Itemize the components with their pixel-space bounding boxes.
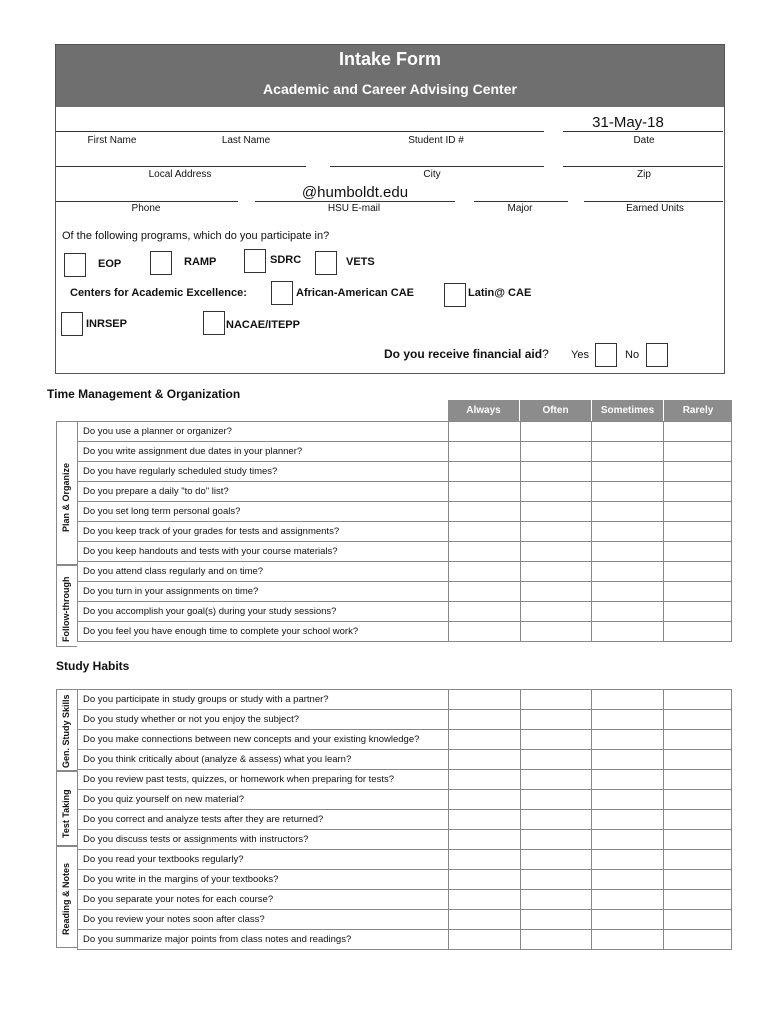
question-text: Do you attend class regularly and on time? — [78, 562, 449, 582]
table-row — [78, 602, 732, 622]
often-cell[interactable] — [520, 810, 592, 830]
often-cell[interactable] — [520, 602, 592, 622]
question-text: Do you keep handouts and tests with your course materials? — [78, 542, 449, 562]
plan-organize-group — [56, 421, 77, 565]
always-cell[interactable] — [448, 522, 520, 542]
question-text: Do you participate in study groups or study with a partner? — [78, 690, 449, 710]
sometimes-cell[interactable] — [592, 750, 664, 770]
often-cell[interactable] — [520, 910, 592, 930]
table-row — [78, 710, 732, 730]
sometimes-cell[interactable] — [592, 870, 664, 890]
form-title: Intake Form — [338, 49, 442, 69]
form-header — [56, 45, 724, 107]
always-cell[interactable] — [448, 850, 520, 870]
sometimes-cell[interactable] — [592, 482, 664, 502]
often-cell[interactable] — [520, 482, 592, 502]
table-row — [78, 890, 732, 910]
sometimes-cell[interactable] — [592, 710, 664, 730]
local-address-label: Local Address — [148, 169, 212, 180]
sometimes-cell[interactable] — [592, 770, 664, 790]
sometimes-cell[interactable] — [592, 830, 664, 850]
latin-cae-checkbox[interactable] — [444, 283, 466, 307]
often-cell[interactable] — [520, 730, 592, 750]
often-cell[interactable] — [520, 750, 592, 770]
sometimes-cell[interactable] — [592, 542, 664, 562]
rarely-cell[interactable] — [664, 502, 732, 522]
financial-aid-question: Do you receive financial aid? — [384, 347, 549, 361]
table-row — [78, 562, 732, 582]
vets-label: VETS — [346, 256, 375, 268]
rarely-cell[interactable] — [664, 870, 732, 890]
rarely-cell[interactable] — [664, 542, 732, 562]
eop-checkbox[interactable] — [64, 253, 86, 277]
sometimes-cell[interactable] — [592, 602, 664, 622]
sometimes-cell[interactable] — [592, 562, 664, 582]
table-row — [78, 422, 732, 442]
sometimes-cell[interactable] — [592, 810, 664, 830]
rarely-cell[interactable] — [664, 582, 732, 602]
question-text: Do you correct and analyze tests after they are returned? — [78, 810, 449, 830]
sometimes-cell[interactable] — [592, 730, 664, 750]
rarely-cell[interactable] — [664, 910, 732, 930]
table-row — [78, 930, 732, 950]
sdrc-label: SDRC — [270, 254, 302, 266]
rarely-cell[interactable] — [664, 602, 732, 622]
reading-notes-group — [56, 846, 77, 948]
question-text: Do you study whether or not you enjoy the subject? — [78, 710, 449, 730]
zip-line[interactable] — [563, 166, 723, 167]
question-text: Do you turn in your assignments on time? — [78, 582, 449, 602]
question-text: Do you make connections between new concepts and your existing knowledge? — [78, 730, 449, 750]
student-id-line[interactable] — [330, 131, 544, 132]
phone-line[interactable] — [56, 201, 238, 202]
sometimes-cell[interactable] — [592, 582, 664, 602]
table-row — [78, 622, 732, 642]
inrsep-checkbox[interactable] — [61, 312, 83, 336]
table-row — [78, 730, 732, 750]
gen-study-skills-label: Gen. Study Skills — [61, 694, 71, 768]
always-cell[interactable] — [448, 690, 520, 710]
sometimes-cell[interactable] — [592, 422, 664, 442]
always-cell[interactable] — [448, 482, 520, 502]
study-habits-title: Study Habits — [56, 659, 130, 673]
email-value[interactable]: @humboldt.edu — [301, 184, 409, 201]
name-line[interactable] — [56, 131, 334, 132]
zip-label: Zip — [637, 169, 651, 180]
yes-checkbox[interactable] — [595, 343, 617, 367]
reading-notes-label: Reading & Notes — [61, 862, 71, 935]
often-cell[interactable] — [520, 502, 592, 522]
often-cell[interactable] — [520, 850, 592, 870]
always-cell[interactable] — [448, 870, 520, 890]
question-text: Do you keep track of your grades for tests and assignments? — [78, 522, 449, 542]
sometimes-cell[interactable] — [592, 622, 664, 642]
always-cell[interactable] — [448, 442, 520, 462]
vets-checkbox[interactable] — [315, 251, 337, 275]
often-cell[interactable] — [520, 870, 592, 890]
sometimes-cell[interactable] — [592, 790, 664, 810]
gen-study-skills-group — [56, 689, 77, 771]
sdrc-checkbox[interactable] — [244, 249, 266, 273]
nacae-itepp-checkbox[interactable] — [203, 311, 225, 335]
sometimes-cell[interactable] — [592, 690, 664, 710]
city-label: City — [423, 169, 441, 180]
always-cell[interactable] — [448, 502, 520, 522]
always-cell[interactable] — [448, 890, 520, 910]
table-row — [78, 790, 732, 810]
test-taking-group — [56, 771, 77, 846]
often-cell[interactable] — [520, 622, 592, 642]
sometimes-cell[interactable] — [592, 502, 664, 522]
table-row — [78, 542, 732, 562]
often-cell[interactable] — [520, 522, 592, 542]
question-text: Do you feel you have enough time to complete your school work? — [78, 622, 449, 642]
ramp-label: RAMP — [184, 256, 217, 268]
sometimes-cell[interactable] — [592, 910, 664, 930]
no-label: No — [625, 349, 640, 361]
often-cell[interactable] — [520, 830, 592, 850]
table-row — [78, 910, 732, 930]
question-text: Do you prepare a daily "to do" list? — [78, 482, 449, 502]
rarely-cell[interactable] — [664, 562, 732, 582]
question-text: Do you think critically about (analyze & assess) what you learn? — [78, 750, 449, 770]
always-cell[interactable] — [448, 830, 520, 850]
inrsep-label: INRSEP — [86, 318, 127, 330]
nacae-itepp-label: NACAE/ITEPP — [226, 319, 300, 331]
rarely-cell[interactable] — [664, 850, 732, 870]
major-label: Major — [507, 203, 533, 214]
question-text: Do you review your notes soon after class? — [78, 910, 449, 930]
rarely-cell[interactable] — [664, 770, 732, 790]
programs-question: Of the following programs, which do you participate in? — [62, 230, 330, 242]
question-text: Do you review past tests, quizzes, or homework when preparing for tests? — [78, 770, 449, 790]
african-american-cae-checkbox[interactable] — [271, 281, 293, 305]
follow-through-group — [56, 565, 77, 647]
question-text: Do you write assignment due dates in your planner? — [78, 442, 449, 462]
often-cell[interactable] — [520, 462, 592, 482]
table-row — [78, 870, 732, 890]
question-text: Do you quiz yourself on new material? — [78, 790, 449, 810]
question-text: Do you set long term personal goals? — [78, 502, 449, 522]
student-id-label: Student ID # — [408, 135, 464, 146]
always-cell[interactable] — [448, 930, 520, 950]
always-cell[interactable] — [448, 542, 520, 562]
hsu-email-label: HSU E-mail — [327, 203, 381, 214]
major-line[interactable] — [474, 201, 568, 202]
latin-cae-label: Latin@ CAE — [468, 287, 532, 299]
question-text: Do you discuss tests or assignments with instructors? — [78, 830, 449, 850]
table-row — [78, 850, 732, 870]
col-always: Always — [448, 400, 520, 421]
always-cell[interactable] — [448, 562, 520, 582]
rarely-cell[interactable] — [664, 810, 732, 830]
plan-organize-label: Plan & Organize — [61, 462, 71, 532]
question-text: Do you accomplish your goal(s) during your study sessions? — [78, 602, 449, 622]
rarely-cell[interactable] — [664, 422, 732, 442]
form-subtitle: Academic and Career Advising Center — [263, 81, 517, 97]
sometimes-cell[interactable] — [592, 442, 664, 462]
phone-label: Phone — [131, 203, 161, 214]
often-cell[interactable] — [520, 710, 592, 730]
rarely-cell[interactable] — [664, 730, 732, 750]
often-cell[interactable] — [520, 542, 592, 562]
always-cell[interactable] — [448, 422, 520, 442]
earned-units-label: Earned Units — [626, 203, 684, 214]
often-cell[interactable] — [520, 582, 592, 602]
table-row — [78, 830, 732, 850]
sometimes-cell[interactable] — [592, 522, 664, 542]
study-habits-table — [77, 689, 732, 950]
often-cell[interactable] — [520, 770, 592, 790]
rarely-cell[interactable] — [664, 750, 732, 770]
table-row — [78, 690, 732, 710]
date-label: Date — [633, 135, 655, 146]
date-line[interactable] — [563, 131, 723, 132]
always-cell[interactable] — [448, 810, 520, 830]
rarely-cell[interactable] — [664, 442, 732, 462]
eop-label: EOP — [98, 258, 122, 270]
time-management-title: Time Management & Organization — [47, 387, 241, 401]
rarely-cell[interactable] — [664, 522, 732, 542]
always-cell[interactable] — [448, 602, 520, 622]
question-text: Do you have regularly scheduled study times? — [78, 462, 449, 482]
rarely-cell[interactable] — [664, 710, 732, 730]
rarely-cell[interactable] — [664, 462, 732, 482]
table-row — [78, 462, 732, 482]
always-cell[interactable] — [448, 750, 520, 770]
follow-through-label: Follow-through — [61, 576, 71, 642]
table-row — [78, 582, 732, 602]
sometimes-cell[interactable] — [592, 930, 664, 950]
question-text: Do you read your textbooks regularly? — [78, 850, 449, 870]
always-cell[interactable] — [448, 582, 520, 602]
always-cell[interactable] — [448, 462, 520, 482]
often-cell[interactable] — [520, 422, 592, 442]
date-value[interactable]: 31-May-18 — [592, 114, 664, 131]
no-checkbox[interactable] — [646, 343, 668, 367]
always-cell[interactable] — [448, 770, 520, 790]
often-cell[interactable] — [520, 790, 592, 810]
ramp-checkbox[interactable] — [150, 251, 172, 275]
often-cell[interactable] — [520, 690, 592, 710]
rarely-cell[interactable] — [664, 830, 732, 850]
always-cell[interactable] — [448, 910, 520, 930]
table-row — [78, 442, 732, 462]
last-name-label: Last Name — [221, 135, 271, 146]
email-line[interactable] — [255, 201, 455, 202]
centers-label: Centers for Academic Excellence: — [70, 287, 247, 299]
often-cell[interactable] — [520, 562, 592, 582]
sometimes-cell[interactable] — [592, 890, 664, 910]
rarely-cell[interactable] — [664, 790, 732, 810]
city-line[interactable] — [330, 166, 544, 167]
table-row — [78, 770, 732, 790]
often-cell[interactable] — [520, 930, 592, 950]
always-cell[interactable] — [448, 622, 520, 642]
col-often: Often — [520, 400, 592, 421]
always-cell[interactable] — [448, 710, 520, 730]
first-name-label: First Name — [87, 135, 137, 146]
table-row — [78, 482, 732, 502]
time-management-table — [77, 421, 732, 642]
table-row — [78, 810, 732, 830]
often-cell[interactable] — [520, 890, 592, 910]
table-row — [78, 750, 732, 770]
question-text: Do you summarize major points from class notes and readings? — [78, 930, 449, 950]
col-rarely: Rarely — [664, 400, 732, 421]
test-taking-label: Test Taking — [61, 789, 71, 838]
rarely-cell[interactable] — [664, 890, 732, 910]
often-cell[interactable] — [520, 442, 592, 462]
african-american-cae-label: African-American CAE — [296, 287, 414, 299]
rarely-cell[interactable] — [664, 622, 732, 642]
table-row — [78, 502, 732, 522]
address-line[interactable] — [56, 166, 306, 167]
always-cell[interactable] — [448, 790, 520, 810]
yes-label: Yes — [571, 349, 589, 361]
always-cell[interactable] — [448, 730, 520, 750]
sometimes-cell[interactable] — [592, 850, 664, 870]
units-line[interactable] — [584, 201, 723, 202]
question-text: Do you separate your notes for each course? — [78, 890, 449, 910]
rarely-cell[interactable] — [664, 482, 732, 502]
rarely-cell[interactable] — [664, 690, 732, 710]
rarely-cell[interactable] — [664, 930, 732, 950]
question-text: Do you write in the margins of your textbooks? — [78, 870, 449, 890]
table-row — [78, 522, 732, 542]
col-sometimes: Sometimes — [592, 400, 664, 421]
sometimes-cell[interactable] — [592, 462, 664, 482]
question-text: Do you use a planner or organizer? — [78, 422, 449, 442]
